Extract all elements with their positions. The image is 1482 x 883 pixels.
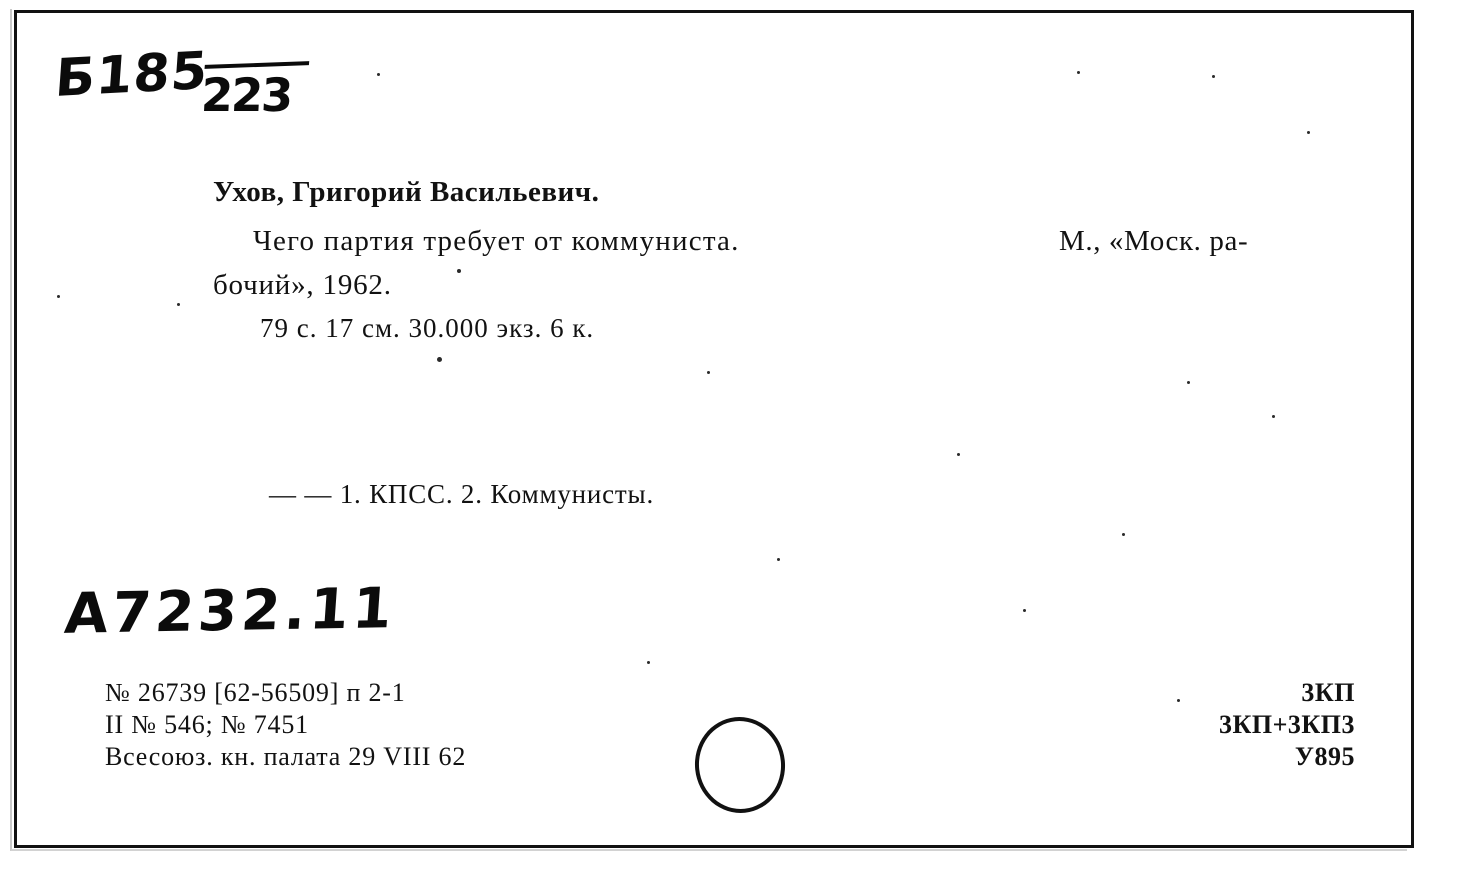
classification-line: У895 (1294, 742, 1355, 771)
speck (647, 661, 650, 664)
speck (457, 269, 461, 273)
speck (707, 371, 710, 374)
speck (1077, 71, 1080, 74)
speck (1122, 533, 1125, 536)
classification-line: 3КП+3КП3 (1219, 710, 1355, 739)
circle-stamp-icon (690, 713, 790, 818)
registration-block (105, 677, 466, 773)
speck (1177, 699, 1180, 702)
registration-line: Всесоюз. кн. палата 29 VIII 62 (105, 742, 467, 771)
shelfmark-handwritten (51, 41, 311, 122)
speck (377, 73, 380, 76)
author-statement: Ухов, Григорий Васильевич. (213, 176, 600, 208)
title-statement: Чего партия требует от коммуниста. (253, 225, 740, 257)
classification-line: 3КП (1301, 678, 1355, 707)
speck (57, 295, 60, 298)
speck (1272, 415, 1275, 418)
shelfmark-fraction (198, 63, 309, 122)
speck (1212, 75, 1215, 78)
registration-line: № 26739 [62-56509] п 2-1 (105, 678, 406, 707)
speck (777, 558, 780, 561)
collation-statement: 79 с. 17 см. 30.000 экз. 6 к. (260, 313, 595, 343)
speck (957, 453, 960, 456)
catalog-card (14, 10, 1414, 848)
speck (1307, 131, 1310, 134)
accession-number-handwritten: A7232.11 (62, 576, 398, 647)
imprint-first-part: М., «Моск. ра- (1059, 225, 1249, 257)
speck (1023, 609, 1026, 612)
imprint-second-part: бочий», 1962. (213, 269, 392, 301)
shelfmark-denominator: 223 (200, 67, 293, 122)
speck (177, 303, 180, 306)
registration-line: II № 546; № 7451 (105, 710, 309, 739)
shelfmark-prefix: Б185 (53, 41, 211, 109)
speck (437, 357, 442, 362)
subject-tracing: — — 1. КПСС. 2. Коммунисты. (269, 479, 655, 509)
classification-block (1219, 677, 1355, 773)
speck (1187, 381, 1190, 384)
